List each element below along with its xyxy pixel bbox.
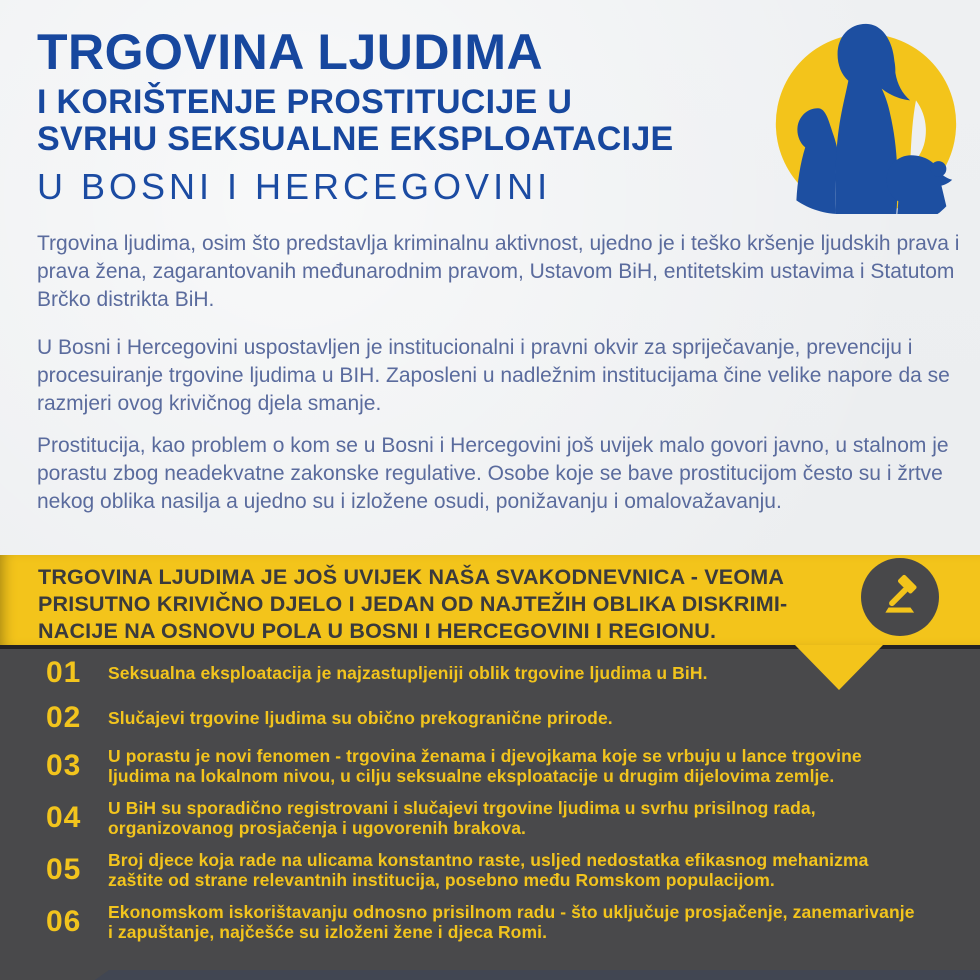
fact-row-4 [46,798,980,839]
fact-text: Seksualna eksploatacija je najzastupljeniji oblik trgovine ljudima u BiH. [108,662,708,683]
title-line-2: I KORIŠTENJE PROSTITUCIJE U [37,83,573,121]
banner-line-1: TRGOVINA LJUDIMA JE JOŠ UVIJEK NAŠA SVAKODNEVNICA - VEOMA [38,565,785,589]
banner-pointer [795,645,883,690]
intro-paragraph-1: Trgovina ljudima, osim što predstavlja kriminalnu aktivnost, ujedno je i teško kršenje ljudskih prava i prava žena, zagarantovanih međunarodnim pravom, Ustavom BiH, entitetskim ustavima i Statutom Brčko distrikta BiH. [37,232,960,312]
title-line-4: U BOSNI I HERCEGOVINI [37,165,552,207]
title-line-3: SVRHU SEKSUALNE EKSPLOATACIJE [37,120,674,159]
fact-row-3 [46,746,980,787]
highlight-banner [0,555,980,645]
banner-line-3: NACIJE NA OSNOVU POLA U BOSNI I HERCEGOVINI I REGIONU. [38,619,717,644]
fact-text: U porastu je novi fenomen - trgovina ženama i djevojkama koje se vrbuju u lance trgovine ljudima na lokalnom nivou, u cilju seksualne eksploatacije u drugim dijelovima zemlje. [108,746,862,787]
fact-row-2 [46,701,980,735]
fact-row-5 [46,850,980,891]
fact-text: U BiH su sporadično registrovani i slučajevi trgovine ljudima u svrhu prisilnog rada, organizovanog prosjačenja i ugovorenih brakova. [108,797,816,839]
facts-section [0,649,980,980]
fact-text: Slučajevi trgovine ljudima su obično prekogranične prirode. [108,707,613,728]
fact-number: 01 [46,656,82,689]
gavel-badge [861,558,939,636]
fact-number: 03 [46,749,82,783]
fact-number: 04 [46,801,82,835]
fact-text: Broj djece koja rade na ulicama konstantno raste, usljed nedostatka efikasnog mehanizma zaštite od strane relevantnih institucija, posebno među Romskom populacijom. [108,849,869,891]
intro-paragraph-2: U Bosni i Hercegovini uspostavljen je institucionalni i pravni okvir za spriječavanje, prevenciju i procesuiranje trgovine ljudima u BIH. Zaposleni u nadležnim institucijama čine velike napore da se razmjeri ovog krivičnog djela smanje. [37,336,950,416]
intro-paragraph-3: Prostitucija, kao problem o kom se u Bosni i Hercegovini još uvijek malo govori javno, u stalnom je porastu zbog neadekvatne zakonske regulative. Osobe koje se bave prostitucijom često su i žrtve nekog oblika nasilja a ujedno su i izložene osudi, ponižavanju i omalovažavanju. [37,434,949,514]
gavel-icon [877,574,923,620]
women-silhouettes-icon [762,20,968,216]
fact-text: Ekonomskom iskorištavanju odnosno prisilnom radu - što uključuje prosjačenje, zanemarivanje i zapuštanje, najčešće su izloženi žene i djeca Romi. [108,901,915,943]
fact-number: 06 [46,905,82,939]
banner-text [38,564,838,645]
fact-row-6 [46,902,980,943]
page-title [37,26,797,206]
fact-number: 02 [46,701,82,734]
title-line-1: TRGOVINA LJUDIMA [37,24,544,80]
fact-number: 05 [46,853,82,887]
footer-strip [95,970,980,980]
banner-line-2: PRISUTNO KRIVIČNO DJELO I JEDAN OD NAJTEŽIH OBLIKA DISKRIMI- [38,592,788,617]
